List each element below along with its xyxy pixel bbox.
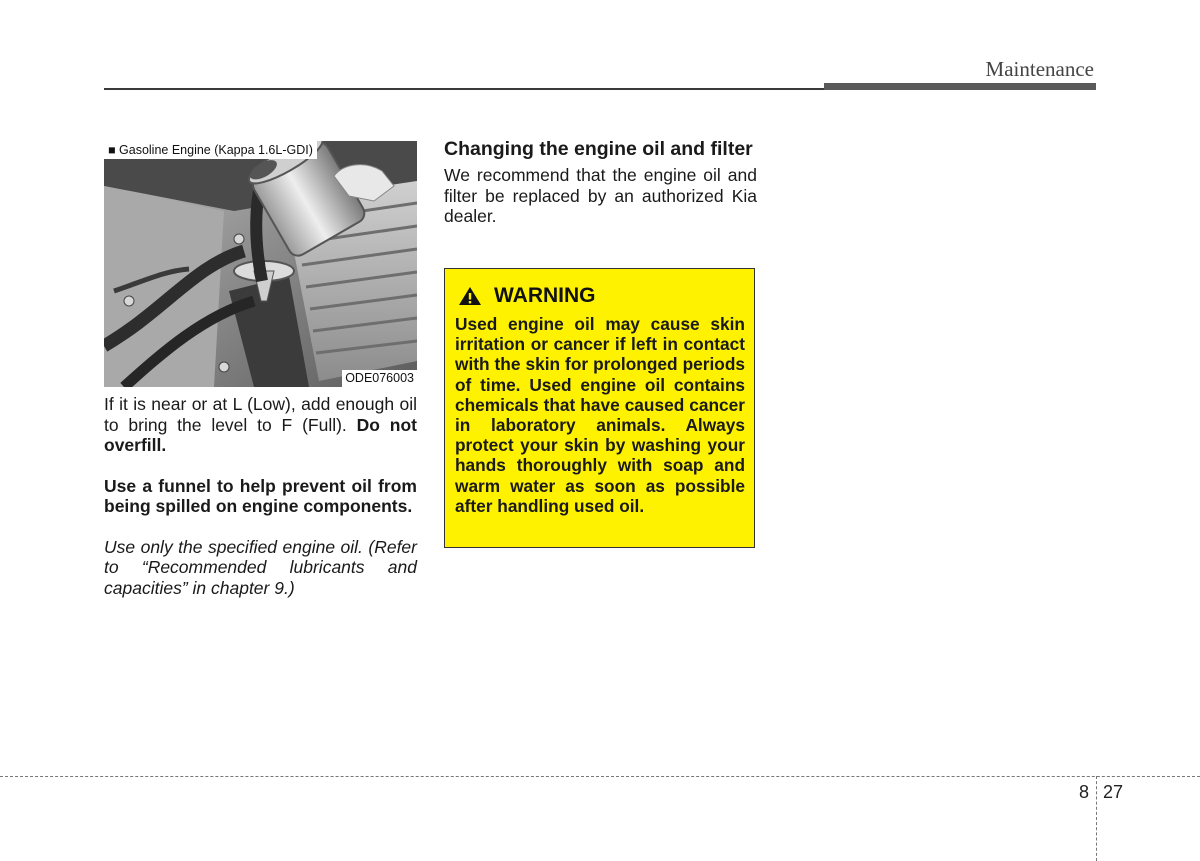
left-column	[104, 394, 417, 618]
header-rule	[104, 88, 824, 90]
section-heading: Changing the engine oil and filter	[444, 138, 753, 160]
warning-header	[458, 283, 596, 309]
do-not-overfill: Do not overfill.	[104, 414, 417, 455]
header-rule-accent	[824, 83, 1096, 90]
right-column	[444, 139, 757, 227]
dealer-recommendation: We recommend that the engine oil and filter be replaced by an authorized Kia dealer.	[444, 165, 757, 226]
warning-text: Used engine oil may cause skin irritation or cancer if left in contact with the skin for prolonged periods of time. Used engine oil contains chemicals that have caused cancer in laboratory animals. Always protect your skin by washing your hands thoroughly with soap and warm water as soon as possible after handling used oil.	[455, 314, 745, 516]
warning-box	[444, 268, 755, 548]
specified-oil-note: Use only the specified engine oil. (Refer to “Recommended lubricants and capacities” in chapter 9.)	[104, 536, 417, 598]
page-number: 27	[1103, 782, 1124, 802]
footer-divider	[1096, 776, 1097, 861]
section-title: Maintenance	[985, 57, 1094, 81]
warning-label: WARNING	[494, 284, 596, 307]
figure-code: ODE076003	[342, 370, 417, 387]
warning-triangle-icon	[458, 286, 482, 306]
figure-caption: ■ Gasoline Engine (Kappa 1.6L-GDI)	[104, 141, 317, 159]
engine-oil-figure	[104, 141, 417, 387]
oil-level-text: If it is near or at L (Low), add enough oil to bring the level to F (Full).	[104, 394, 417, 435]
funnel-paragraph: Use a funnel to help prevent oil from being spilled on engine components.	[104, 475, 417, 516]
footer-rule	[0, 776, 1200, 777]
oil-level-paragraph	[104, 394, 417, 456]
engine-oil-illustration	[104, 141, 417, 387]
chapter-number: 8	[1079, 782, 1090, 802]
